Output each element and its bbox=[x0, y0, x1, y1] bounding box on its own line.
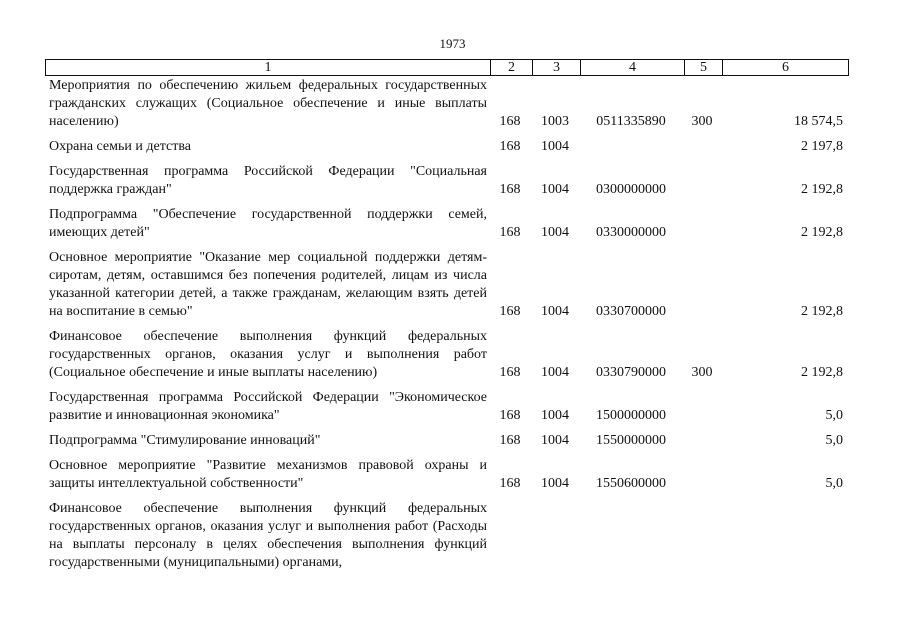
row-description: Основное мероприятие "Развитие механизмов правовой охраны и защиты интеллектуальной собственности" bbox=[49, 458, 487, 491]
row-section: 1004 bbox=[541, 182, 569, 197]
row-description: Финансовое обеспечение выполнения функций федеральных государственных органов, оказания услуг и выполнения работ (Расходы на выплаты персоналу в целях обеспечения выполнения функций государственными (муниципальными) органами, bbox=[49, 501, 487, 570]
row-section: 1004 bbox=[541, 476, 569, 491]
column-header-2: 2 bbox=[490, 60, 532, 75]
row-gv: 168 bbox=[499, 114, 521, 129]
row-code: 0511335890 bbox=[596, 114, 666, 129]
table-row bbox=[45, 457, 847, 493]
table-row bbox=[45, 138, 847, 156]
row-code: 0330700000 bbox=[596, 304, 666, 319]
row-amount: 5,0 bbox=[825, 476, 843, 491]
row-gv: 168 bbox=[499, 182, 521, 197]
row-gv: 168 bbox=[499, 139, 521, 154]
row-vr: 300 bbox=[691, 365, 713, 380]
row-amount: 5,0 bbox=[825, 433, 843, 448]
row-section: 1004 bbox=[541, 139, 569, 154]
row-amount: 2 192,8 bbox=[801, 365, 843, 380]
row-description: Мероприятия по обеспечению жильем федеральных государственных гражданских служащих (Социальное обеспечение и иные выплаты населению) bbox=[49, 78, 487, 129]
row-description: Подпрограмма "Обеспечение государственной поддержки семей, имеющих детей" bbox=[49, 207, 487, 240]
row-section: 1004 bbox=[541, 225, 569, 240]
row-description: Государственная программа Российской Федерации "Социальная поддержка граждан" bbox=[49, 164, 487, 197]
row-section: 1004 bbox=[541, 408, 569, 423]
row-amount: 2 192,8 bbox=[801, 225, 843, 240]
column-header-6: 6 bbox=[722, 60, 848, 75]
table-row bbox=[45, 249, 847, 321]
row-description: Подпрограмма "Стимулирование инноваций" bbox=[49, 433, 321, 448]
table-row bbox=[45, 77, 847, 131]
row-code: 0330790000 bbox=[596, 365, 666, 380]
row-gv: 168 bbox=[499, 365, 521, 380]
column-header-3: 3 bbox=[532, 60, 580, 75]
row-gv: 168 bbox=[499, 408, 521, 423]
row-code: 1500000000 bbox=[596, 408, 666, 423]
row-gv: 168 bbox=[499, 225, 521, 240]
row-description: Основное мероприятие "Оказание мер социальной поддержки детям-сиротам, детям, оставшимся без попечения родителей, лицам из числа указанной категории детей, а также гражданам, желающим взять детей на воспитание в семью" bbox=[49, 250, 487, 319]
column-header-4: 4 bbox=[580, 60, 684, 75]
row-description: Государственная программа Российской Федерации "Экономическое развитие и инновационная экономика" bbox=[49, 390, 487, 423]
row-amount: 5,0 bbox=[825, 408, 843, 423]
row-amount: 2 192,8 bbox=[801, 182, 843, 197]
row-code: 1550600000 bbox=[596, 476, 666, 491]
row-section: 1003 bbox=[541, 114, 569, 129]
row-description: Охрана семьи и детства bbox=[49, 139, 191, 154]
row-amount: 2 197,8 bbox=[801, 139, 843, 154]
row-amount: 18 574,5 bbox=[794, 114, 843, 129]
row-section: 1004 bbox=[541, 304, 569, 319]
table-row bbox=[45, 432, 847, 450]
table-header bbox=[45, 59, 849, 76]
row-section: 1004 bbox=[541, 433, 569, 448]
table-body bbox=[45, 77, 847, 579]
table-row bbox=[45, 500, 847, 572]
row-code: 1550000000 bbox=[596, 433, 666, 448]
table-row bbox=[45, 389, 847, 425]
table-row bbox=[45, 206, 847, 242]
row-gv: 168 bbox=[499, 304, 521, 319]
column-header-1: 1 bbox=[264, 60, 272, 75]
row-gv: 168 bbox=[499, 433, 521, 448]
column-header-5: 5 bbox=[684, 60, 722, 75]
row-gv: 168 bbox=[499, 476, 521, 491]
row-section: 1004 bbox=[541, 365, 569, 380]
row-code: 0330000000 bbox=[596, 225, 666, 240]
row-amount: 2 192,8 bbox=[801, 304, 843, 319]
row-vr: 300 bbox=[691, 114, 713, 129]
table-row bbox=[45, 328, 847, 382]
row-code: 0300000000 bbox=[596, 182, 666, 197]
page-number: 1973 bbox=[439, 36, 466, 51]
row-description: Финансовое обеспечение выполнения функций федеральных государственных органов, оказания услуг и выполнения работ (Социальное обеспечение и иные выплаты населению) bbox=[49, 329, 487, 380]
table-row bbox=[45, 163, 847, 199]
